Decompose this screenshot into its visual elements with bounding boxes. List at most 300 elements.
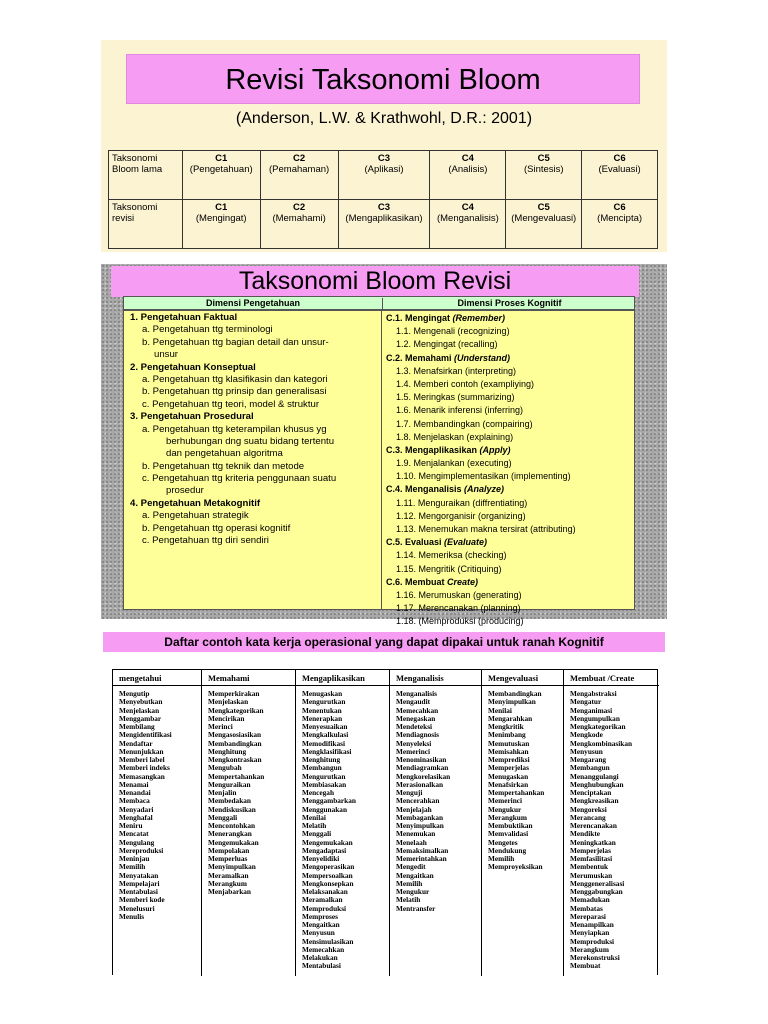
verb-item: Mengkreasikan	[570, 796, 619, 806]
verb-item: Menominasikan	[396, 755, 447, 764]
knowledge-category: 3. Pengetahuan Prosedural	[130, 411, 254, 423]
verb-item: Membiasakan	[302, 779, 347, 789]
verb-item: Mengatur	[570, 697, 602, 707]
panel2-title: Taksonomi Bloom Revisi	[111, 266, 639, 297]
taxonomy-level-code: C1	[215, 153, 228, 164]
taxonomy-level-code: C3	[377, 202, 391, 213]
bloom-revised-dimensions-panel	[101, 264, 667, 627]
verb-item: Mengulang	[119, 837, 155, 847]
verb-item: Mengukur	[396, 887, 430, 896]
cognitive-subitem	[386, 457, 632, 470]
verb-item: Mengasosiasikan	[208, 730, 262, 740]
operational-verbs-table	[112, 669, 658, 975]
taxonomy-level-code: C6	[613, 153, 626, 164]
verb-item: Mempertahankan	[488, 788, 545, 797]
taxonomy-level-code: C2	[293, 153, 306, 164]
cognitive-english-term: Create)	[447, 576, 479, 587]
verb-item: Mendukung	[488, 845, 527, 855]
cognitive-english-term: (Understand)	[454, 352, 511, 363]
taxonomy-row	[109, 151, 658, 200]
knowledge-subitem: c. Pengetahuan ttg kriteria penggunaan suatu	[142, 473, 337, 485]
verb-item: Memutuskan	[488, 738, 530, 748]
taxonomy-row-label: Taksonomi Bloom lama	[109, 151, 183, 200]
knowledge-category: 1. Pengetahuan Faktual	[130, 312, 238, 323]
verb-item: Memproduksi	[302, 903, 347, 913]
cognitive-line-text: 1.11. Menguraikan (diffrentiating)	[396, 497, 528, 508]
verb-item: Mentabulasi	[302, 961, 341, 971]
cognitive-line-text: C.5. Evaluasi	[386, 537, 445, 548]
verb-item: Mengarang	[570, 755, 607, 764]
knowledge-subitem: prosedur	[166, 485, 204, 497]
verb-item: Merencanakan	[570, 821, 617, 830]
verb-item: Mengetes	[488, 837, 518, 847]
verb-item: Mengkombinasikan	[570, 738, 633, 748]
verb-column	[563, 670, 659, 976]
verb-item: Mengemukakan	[208, 837, 259, 847]
verb-item: Menyusun	[302, 928, 335, 938]
verb-item: Mengkonsepkan	[302, 878, 354, 888]
knowledge-category: 4. Pengetahuan Metakognitif	[130, 497, 261, 509]
verb-item: Merinci	[208, 722, 233, 731]
verb-item: Menganalisis	[396, 689, 437, 698]
cognitive-english-term: (Analyze)	[464, 484, 505, 495]
verb-item: Membaca	[119, 796, 150, 806]
taxonomy-level-code: C4	[461, 153, 474, 164]
verb-list	[202, 686, 295, 896]
verb-column-header: Menganalisis	[390, 670, 481, 686]
verb-item: Meningkatkan	[570, 837, 616, 847]
verb-item: Mendeteksi	[396, 722, 433, 731]
taxonomy-cell	[582, 200, 658, 249]
verb-column-header: Mengaplikasikan	[296, 670, 389, 686]
verb-item: Merekonstruksi	[570, 953, 620, 962]
verb-item: Mensimulasikan	[302, 936, 354, 946]
taxonomy-level-name: (Mencipta)	[597, 213, 643, 224]
verb-item: Mencegah	[302, 788, 335, 797]
verb-item: Memberi label	[119, 755, 165, 764]
verb-item: Menelaah	[396, 837, 427, 847]
taxonomy-level-code: C6	[613, 202, 626, 213]
verb-item: Memisahkan	[488, 746, 529, 756]
knowledge-subitem: b. Pengetahuan ttg teknik dan metode	[142, 460, 305, 472]
verb-item: Menegaskan	[396, 713, 436, 723]
verb-item: Memerinci	[396, 746, 431, 756]
verb-item: Menggabungkan	[570, 887, 623, 896]
verb-item: Mengklasifikasi	[302, 746, 352, 756]
knowledge-subitem: b. Pengetahuan ttg bagian detail dan unsur-	[142, 336, 329, 348]
cognitive-subitem	[386, 365, 632, 378]
cognitive-subitem	[386, 497, 632, 510]
verb-item: Mentabulasi	[119, 887, 158, 896]
taxonomy-cell	[430, 151, 506, 200]
verb-item: Menghitung	[208, 746, 247, 756]
verb-item: Membentuk	[570, 862, 609, 872]
cognitive-line-text: 1.7. Membandingkan (compairing)	[396, 418, 533, 429]
cognitive-category	[386, 576, 632, 589]
verb-item: Mempertahankan	[208, 771, 265, 781]
verb-item: Memproduksi	[570, 936, 615, 946]
verb-item: Membangun	[302, 763, 342, 773]
verb-item: Mengubah	[208, 763, 242, 773]
verb-item: Melakukan	[302, 953, 338, 962]
taxonomy-cell	[506, 200, 582, 249]
taxonomy-level-name: (Mengaplikasikan)	[345, 213, 423, 224]
cognitive-subitem	[386, 523, 632, 536]
verb-item: Merancang	[570, 812, 606, 822]
verb-item: Mengaudit	[396, 697, 431, 707]
verb-item: Mempelajari	[119, 878, 160, 888]
verb-item: Menafsirkan	[488, 779, 529, 789]
verb-item: Menyelidiki	[302, 854, 340, 863]
verb-item: Menerapkan	[302, 713, 343, 723]
verb-item: Menggambarkan	[302, 796, 356, 806]
verb-item: Memperjelas	[570, 845, 611, 855]
verb-item: Memecahkan	[396, 705, 439, 715]
verb-item: Memperkirakan	[208, 689, 260, 698]
verb-item: Merangkum	[208, 878, 247, 888]
verb-item: Mengedit	[396, 862, 426, 872]
verb-item: Mengoreksi	[570, 804, 607, 814]
verb-item: Memprediksi	[488, 755, 530, 764]
knowledge-category: 2. Pengetahuan Konseptual	[130, 361, 256, 373]
verb-column-header: mengetahui	[113, 670, 201, 686]
knowledge-subitem: b. Pengetahuan ttg prinsip dan generalisasi	[142, 386, 327, 398]
verb-list-banner: Daftar contoh kata kerja operasional yang dapat dipakai untuk ranah Kognitif	[103, 632, 665, 652]
taxonomy-level-name: (Aplikasi)	[364, 164, 404, 175]
verb-item: Membilang	[119, 722, 155, 731]
taxonomy-level-name: (Mengevaluasi)	[511, 213, 577, 224]
verb-item: Mengkalkulasi	[302, 730, 349, 740]
taxonomy-cell	[430, 200, 506, 249]
cognitive-subitem	[386, 404, 632, 417]
cognitive-line-text: 1.3. Menafsirkan (interpreting)	[396, 365, 517, 376]
taxonomy-level-code: C3	[377, 153, 391, 164]
cognitive-subitem	[386, 602, 632, 615]
taxonomy-cell	[582, 151, 658, 200]
verb-item: Menjelajah	[396, 804, 432, 814]
verb-column-header: Mengevaluasi	[482, 670, 563, 686]
cognitive-english-term: (Evaluate)	[444, 537, 488, 548]
verb-column-header: Membuat /Create	[564, 670, 659, 686]
cognitive-subitem	[386, 563, 632, 576]
verb-item: Menjalin	[208, 788, 237, 797]
verb-item: Memperjelas	[488, 763, 529, 773]
cognitive-line-text: 1.16. Merumuskan (generating)	[396, 589, 522, 600]
verb-item: Mengaitkan	[396, 870, 434, 880]
verb-item: Mengkategorikan	[208, 705, 264, 715]
verb-item: Meramalkan	[208, 870, 249, 880]
verb-item: Memaksimalkan	[396, 845, 449, 855]
panel1-title: Revisi Taksonomi Bloom	[126, 54, 640, 104]
cognitive-line-text: 1.13. Menemukan makna tersirat (attributing)	[396, 524, 576, 534]
verb-item: Memberi kode	[119, 895, 165, 905]
cognitive-line-text: 1.6. Menarik inferensi (inferring)	[396, 405, 524, 416]
cognitive-line-text: 1.4. Memberi contoh (exampliying)	[396, 378, 535, 389]
verb-item: Mempersoalkan	[302, 870, 353, 880]
cognitive-line-text: C.3. Mengaplikasikan	[386, 444, 480, 455]
cognitive-line-text: 1.1. Mengenali (recognizing)	[396, 326, 510, 337]
verb-item: Mengarahkan	[488, 713, 533, 723]
verb-column	[389, 670, 481, 976]
knowledge-subitem: b. Pengetahuan ttg operasi kognitif	[142, 522, 291, 534]
cognitive-line-text: 1.18. (Memproduksi (producing)	[396, 616, 524, 627]
verb-item: Menentukan	[302, 705, 342, 715]
verb-item: Mengurutkan	[302, 697, 346, 707]
verb-item: Meninjau	[119, 854, 150, 863]
verb-item: Memproyeksikan	[488, 862, 543, 872]
verb-item: Membuat	[570, 961, 601, 971]
cognitive-category	[386, 444, 632, 457]
knowledge-subitem: a. Pengetahuan strategik	[142, 510, 249, 522]
knowledge-dimension-list	[130, 312, 378, 547]
verb-item: Membatas	[570, 903, 603, 913]
verb-item: Mempolakan	[208, 845, 250, 855]
knowledge-subitem: a. Pengetahuan ttg keterampilan khusus yg	[142, 423, 327, 435]
cognitive-line-text: 1.17. Merencanakan (planning)	[396, 603, 521, 614]
verb-item: Menjelaskan	[208, 697, 249, 707]
taxonomy-level-name: (Evaluasi)	[598, 164, 641, 175]
verb-column	[113, 670, 201, 976]
verb-item: Mengkontraskan	[208, 755, 262, 764]
verb-item: Menyimpulkan	[396, 821, 444, 830]
cognitive-process-list	[386, 312, 632, 629]
verb-item: Menyusun	[570, 746, 603, 756]
verb-item: Mengkode	[570, 730, 603, 740]
cognitive-line-text: C.6. Membuat	[386, 576, 448, 587]
verb-item: Merasionalkan	[396, 779, 444, 789]
taxonomy-cell	[260, 200, 338, 249]
verb-item: Mengumpulkan	[570, 713, 620, 723]
taxonomy-level-code: C5	[537, 153, 550, 164]
verb-item: Mengaitkan	[302, 920, 340, 929]
knowledge-subitem: c. Pengetahuan ttg teori, model & struktur	[142, 398, 320, 410]
verb-item: Mendaftar	[119, 738, 153, 748]
verb-item: Membangun	[570, 763, 610, 773]
knowledge-subitem: berhubungan dng suatu bidang tertentu	[166, 435, 335, 447]
taxonomy-comparison-table	[108, 150, 658, 249]
verb-item: Menyatakan	[119, 870, 159, 880]
verb-item: Menjelaskan	[119, 705, 160, 715]
verb-item: Menandai	[119, 788, 151, 797]
cognitive-subitem	[386, 338, 632, 351]
taxonomy-level-name: (Pemahaman)	[269, 164, 330, 175]
verb-item: Menyiapkan	[570, 928, 610, 938]
taxonomy-level-name: (Analisis)	[448, 164, 488, 175]
cognitive-subitem	[386, 431, 632, 444]
cognitive-process-header: Dimensi Proses Kognitif	[382, 298, 636, 310]
verb-column	[201, 670, 295, 976]
verb-item: Membandingkan	[208, 738, 262, 748]
taxonomy-level-name: (Pengetahuan)	[189, 164, 253, 175]
verb-item: Memecahkan	[302, 944, 345, 954]
verb-item: Menanggulangi	[570, 771, 619, 781]
verb-item: Menyadari	[119, 804, 154, 814]
verb-item: Menyebutkan	[119, 697, 163, 707]
cognitive-category	[386, 536, 632, 549]
verb-item: Memerinci	[488, 796, 523, 806]
verb-column	[481, 670, 563, 976]
verb-item: Mencerahkan	[396, 796, 440, 806]
verb-item: Mengadaptasi	[302, 845, 347, 855]
taxonomy-cell	[338, 200, 430, 249]
verb-item: Mencontohkan	[208, 821, 256, 830]
dimension-header-row	[123, 296, 635, 310]
taxonomy-cell	[182, 200, 260, 249]
verb-list	[296, 686, 389, 971]
cognitive-subitem	[386, 470, 632, 483]
verb-item: Mengoperasikan	[302, 862, 355, 872]
verb-item: Menilai	[302, 812, 326, 822]
taxonomy-cell	[260, 151, 338, 200]
taxonomy-cell	[182, 151, 260, 200]
verb-item: Mereproduksi	[119, 845, 164, 855]
taxonomy-level-name: (Sintesis)	[523, 164, 564, 175]
cognitive-line-text: 1.2. Mengingat (recalling)	[396, 339, 498, 350]
verb-list	[390, 686, 481, 913]
verb-list	[564, 686, 659, 971]
bloom-revision-panel	[101, 40, 667, 252]
taxonomy-cell	[338, 151, 430, 200]
verb-item: Menyesuaikan	[302, 722, 348, 731]
cognitive-subitem	[386, 615, 632, 628]
verb-item: Menggambar	[119, 713, 162, 723]
verb-item: Menugaskan	[302, 689, 343, 698]
verb-item: Mengkategorikan	[570, 722, 626, 731]
verb-item: Memerintahkan	[396, 854, 447, 863]
verb-item: Melaksanakan	[302, 887, 348, 896]
verb-item: Meniru	[119, 821, 143, 830]
knowledge-subitem: unsur	[154, 349, 178, 361]
verb-item: Memperluas	[208, 854, 248, 863]
verb-item: Mengabstraksi	[570, 689, 617, 698]
knowledge-subitem: c. Pengetahuan ttg diri sendiri	[142, 535, 269, 547]
cognitive-line-text: 1.8. Menjelaskan (explaining)	[396, 431, 514, 442]
cognitive-subitem	[386, 510, 632, 523]
taxonomy-level-code: C1	[215, 202, 228, 213]
verb-item: Membedakan	[208, 796, 251, 806]
knowledge-subitem: a. Pengetahuan ttg terminologi	[142, 324, 273, 336]
verb-item: Mengemukakan	[302, 837, 353, 847]
verb-item: Melatih	[302, 821, 327, 830]
verb-item: Memadukan	[570, 895, 610, 905]
taxonomy-level-code: C2	[293, 202, 306, 213]
verb-item: Mengkorelasikan	[396, 771, 451, 781]
verb-item: Mentransfer	[396, 903, 436, 913]
verb-item: Menyimpulkan	[488, 697, 536, 707]
verb-item: Memilih	[488, 854, 515, 863]
panel1-subtitle: (Anderson, L.W. & Krathwohl, D.R.: 2001)	[235, 110, 533, 127]
verb-item: Menugaskan	[488, 771, 529, 781]
verb-item: Menamai	[119, 779, 149, 789]
taxonomy-level-name: (Memahami)	[272, 213, 326, 224]
verb-item: Mengkritik	[488, 722, 524, 731]
verb-column-header: Memahami	[202, 670, 295, 686]
cognitive-line-text: 1.14. Memeriksa (checking)	[396, 550, 507, 561]
cognitive-english-term: (Apply)	[479, 444, 511, 455]
verb-item: Mengidentifikasi	[119, 730, 172, 740]
cognitive-line-text: 1.12. Mengorganisir (organizing)	[396, 510, 526, 521]
verb-item: Meramalkan	[302, 895, 343, 905]
verb-item: Memilih	[396, 878, 423, 888]
cognitive-subitem	[386, 418, 632, 431]
verb-item: Memilih	[119, 862, 146, 872]
taxonomy-level-code: C4	[461, 202, 474, 213]
cognitive-line-text: C.2. Memahami	[386, 352, 455, 363]
verb-item: Memproses	[302, 911, 338, 921]
verb-item: Merangkum	[488, 812, 527, 822]
knowledge-subitem: a. Pengetahuan ttg klasifikasin dan kategori	[142, 373, 328, 385]
verb-item: Mendiskusikan	[208, 804, 256, 814]
verb-item: Memfasilitasi	[570, 854, 613, 863]
column-divider	[381, 311, 382, 609]
taxonomy-level-name: (Mengingat)	[195, 213, 247, 224]
verb-item: Menguji	[396, 788, 423, 797]
verb-item: Menyimpulkan	[208, 862, 256, 872]
verb-item: Merangkum	[570, 944, 609, 954]
verb-item: Mengukur	[488, 804, 522, 814]
cognitive-line-text: 1.5. Meringkas (summarizing)	[396, 392, 515, 403]
cognitive-line-text: C.1. Mengingat	[386, 313, 453, 323]
verb-item: Mendiagramkan	[396, 763, 449, 773]
cognitive-line-text: 1.15. Mengritik (Critiquing)	[396, 563, 502, 574]
taxonomy-level-code: C5	[537, 202, 550, 213]
taxonomy-row	[109, 200, 658, 249]
cognitive-subitem	[386, 325, 632, 338]
verb-item: Memodifikasi	[302, 738, 345, 748]
verb-item: Merumuskan	[570, 870, 613, 880]
verb-item: Menilai	[488, 705, 512, 715]
verb-item: Menggali	[302, 829, 332, 839]
knowledge-dimension-header: Dimensi Pengetahuan	[205, 298, 301, 308]
verb-item: Menjabarkan	[208, 887, 251, 896]
verb-item: Memberi indeks	[119, 763, 170, 773]
dimension-content-box	[123, 310, 635, 627]
verb-item: Melatih	[396, 895, 421, 905]
verb-item: Membagankan	[396, 812, 444, 822]
cognitive-category	[386, 352, 632, 365]
cognitive-subitem	[386, 378, 632, 391]
verb-item: Mereparasi	[570, 911, 606, 921]
verb-item: Mengurutkan	[302, 771, 346, 781]
verb-item: Menampilkan	[570, 920, 614, 929]
verb-item: Mencatat	[119, 829, 149, 839]
taxonomy-level-name: (Menganalisis)	[436, 213, 499, 224]
cognitive-subitem	[386, 549, 632, 562]
cognitive-english-term: (Remember)	[452, 313, 506, 323]
verb-item: Menghafal	[119, 812, 153, 822]
cognitive-line-text: 1.10. Mengimplementasikan (implementing)	[396, 471, 571, 482]
cognitive-line-text: 1.9. Menjalankan (executing)	[396, 458, 512, 469]
verb-item: Membandingkan	[488, 689, 542, 698]
taxonomy-row-label: Taksonomi revisi	[109, 200, 183, 249]
cognitive-category	[386, 483, 632, 496]
knowledge-subitem: dan pengetahuan algoritma	[166, 448, 283, 460]
verb-item: Menunjukkan	[119, 746, 164, 756]
verb-item: Menghitung	[302, 755, 341, 764]
verb-item: Mencirikan	[208, 713, 245, 723]
verb-list	[482, 686, 563, 872]
verb-item: Menimbang	[488, 730, 526, 740]
verb-item: Mendiagnosis	[396, 730, 439, 740]
cognitive-category	[386, 312, 632, 325]
verb-item: Menggunakan	[302, 804, 348, 814]
verb-item: Menganimasi	[570, 705, 613, 715]
verb-item: Menguraikan	[208, 779, 251, 789]
verb-item: Mendikte	[570, 829, 600, 839]
verb-column	[295, 670, 389, 976]
verb-item: Menggali	[208, 812, 238, 822]
verb-item: Menelusuri	[119, 903, 155, 913]
